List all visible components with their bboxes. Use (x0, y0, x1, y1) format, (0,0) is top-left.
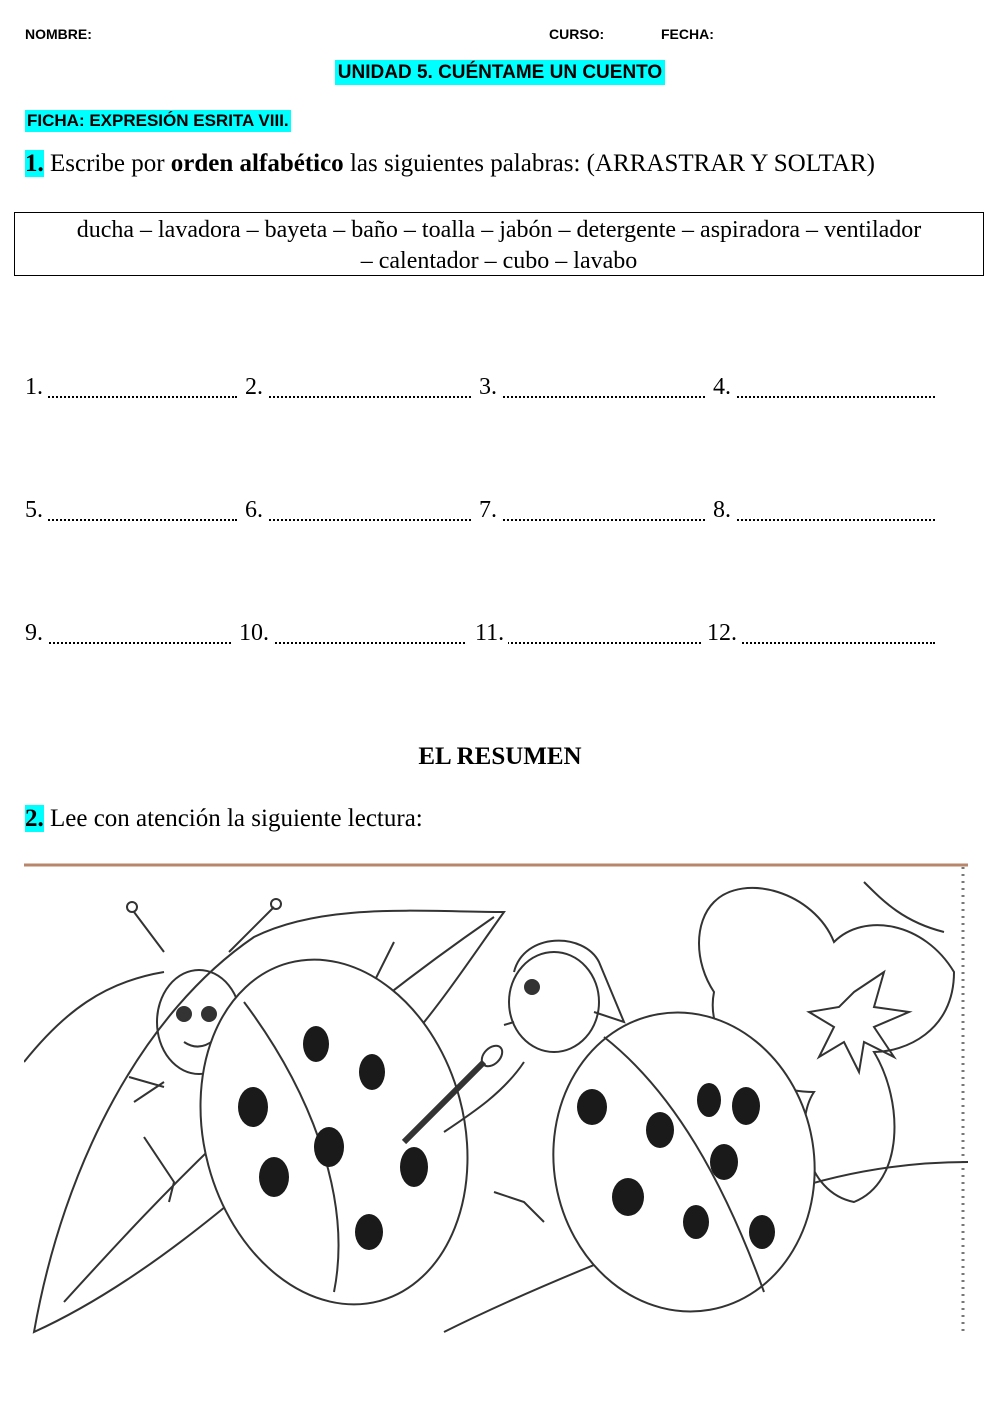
exercise-1-instruction (25, 150, 875, 178)
answer-row-3 (25, 620, 945, 650)
answer-number: 5. (25, 497, 47, 523)
answer-number: 8. (713, 497, 735, 523)
answer-number: 3. (479, 374, 501, 400)
answer-slot-3[interactable] (479, 374, 705, 398)
exercise-2-instruction (25, 805, 423, 833)
right-ladybug-head (509, 952, 599, 1052)
answer-slot-2[interactable] (245, 374, 471, 398)
exercise-1-text-bold: orden alfabético (170, 150, 344, 177)
answer-number: 2. (245, 374, 267, 400)
nombre-label: NOMBRE: (25, 26, 92, 42)
curso-label: CURSO: (549, 26, 605, 42)
word-bank-line-1: ducha – lavadora – bayeta – baño – toalla – jabón – detergente – aspiradora – ventilador (76, 217, 922, 243)
answer-slot-9[interactable] (25, 620, 231, 644)
worksheet-title: FICHA: EXPRESIÓN ESRITA VIII. (27, 111, 289, 130)
fecha-label: FECHA: (661, 26, 714, 42)
answer-slot-7[interactable] (479, 497, 705, 521)
answer-number: 11. (475, 620, 508, 646)
word-bank-box (14, 212, 984, 276)
answer-number: 4. (713, 374, 735, 400)
answer-slot-8[interactable] (713, 497, 935, 521)
ladybugs-illustration (24, 862, 968, 1338)
answer-slot-10[interactable] (239, 620, 465, 644)
exercise-2-text: Lee con atención la siguiente lectura: (50, 805, 423, 832)
answer-row-1 (25, 374, 945, 404)
answer-number: 12. (707, 620, 741, 646)
unit-title (0, 62, 1000, 84)
answer-number: 6. (245, 497, 267, 523)
left-eye (202, 1007, 216, 1021)
left-antennae (134, 907, 274, 952)
exercise-1-text-before: Escribe por (50, 150, 165, 177)
leaf-left-edge (24, 972, 164, 1062)
left-antenna-tip (271, 899, 281, 909)
right-eye (525, 980, 539, 994)
flower-center (809, 972, 909, 1072)
exercise-1-text-after: las siguientes palabras: (ARRASTRAR Y SOLTAR) (349, 150, 875, 177)
answer-slot-4[interactable] (713, 374, 935, 398)
left-antenna-tip (127, 902, 137, 912)
unit-title-text: UNIDAD 5. CUÉNTAME UN CUENTO (335, 60, 665, 85)
answer-number: 10. (239, 620, 273, 646)
exercise-2-number: 2. (25, 805, 44, 832)
left-eye (177, 1007, 191, 1021)
answer-slot-11[interactable] (475, 620, 701, 644)
answer-slot-1[interactable] (25, 374, 237, 398)
answer-slot-5[interactable] (25, 497, 237, 521)
answer-slot-12[interactable] (707, 620, 935, 644)
right-ladybug-shell (530, 992, 838, 1333)
answer-number: 1. (25, 374, 47, 400)
exercise-1-number: 1. (25, 150, 44, 177)
section-title: EL RESUMEN (418, 743, 582, 770)
answer-number: 7. (479, 497, 501, 523)
word-bank-line-2: – calentador – cubo – lavabo (360, 248, 638, 274)
left-arms (129, 1077, 174, 1202)
student-info-header (25, 26, 975, 46)
answer-slot-6[interactable] (245, 497, 471, 521)
answer-number: 9. (25, 620, 47, 646)
answer-row-2 (25, 497, 945, 527)
